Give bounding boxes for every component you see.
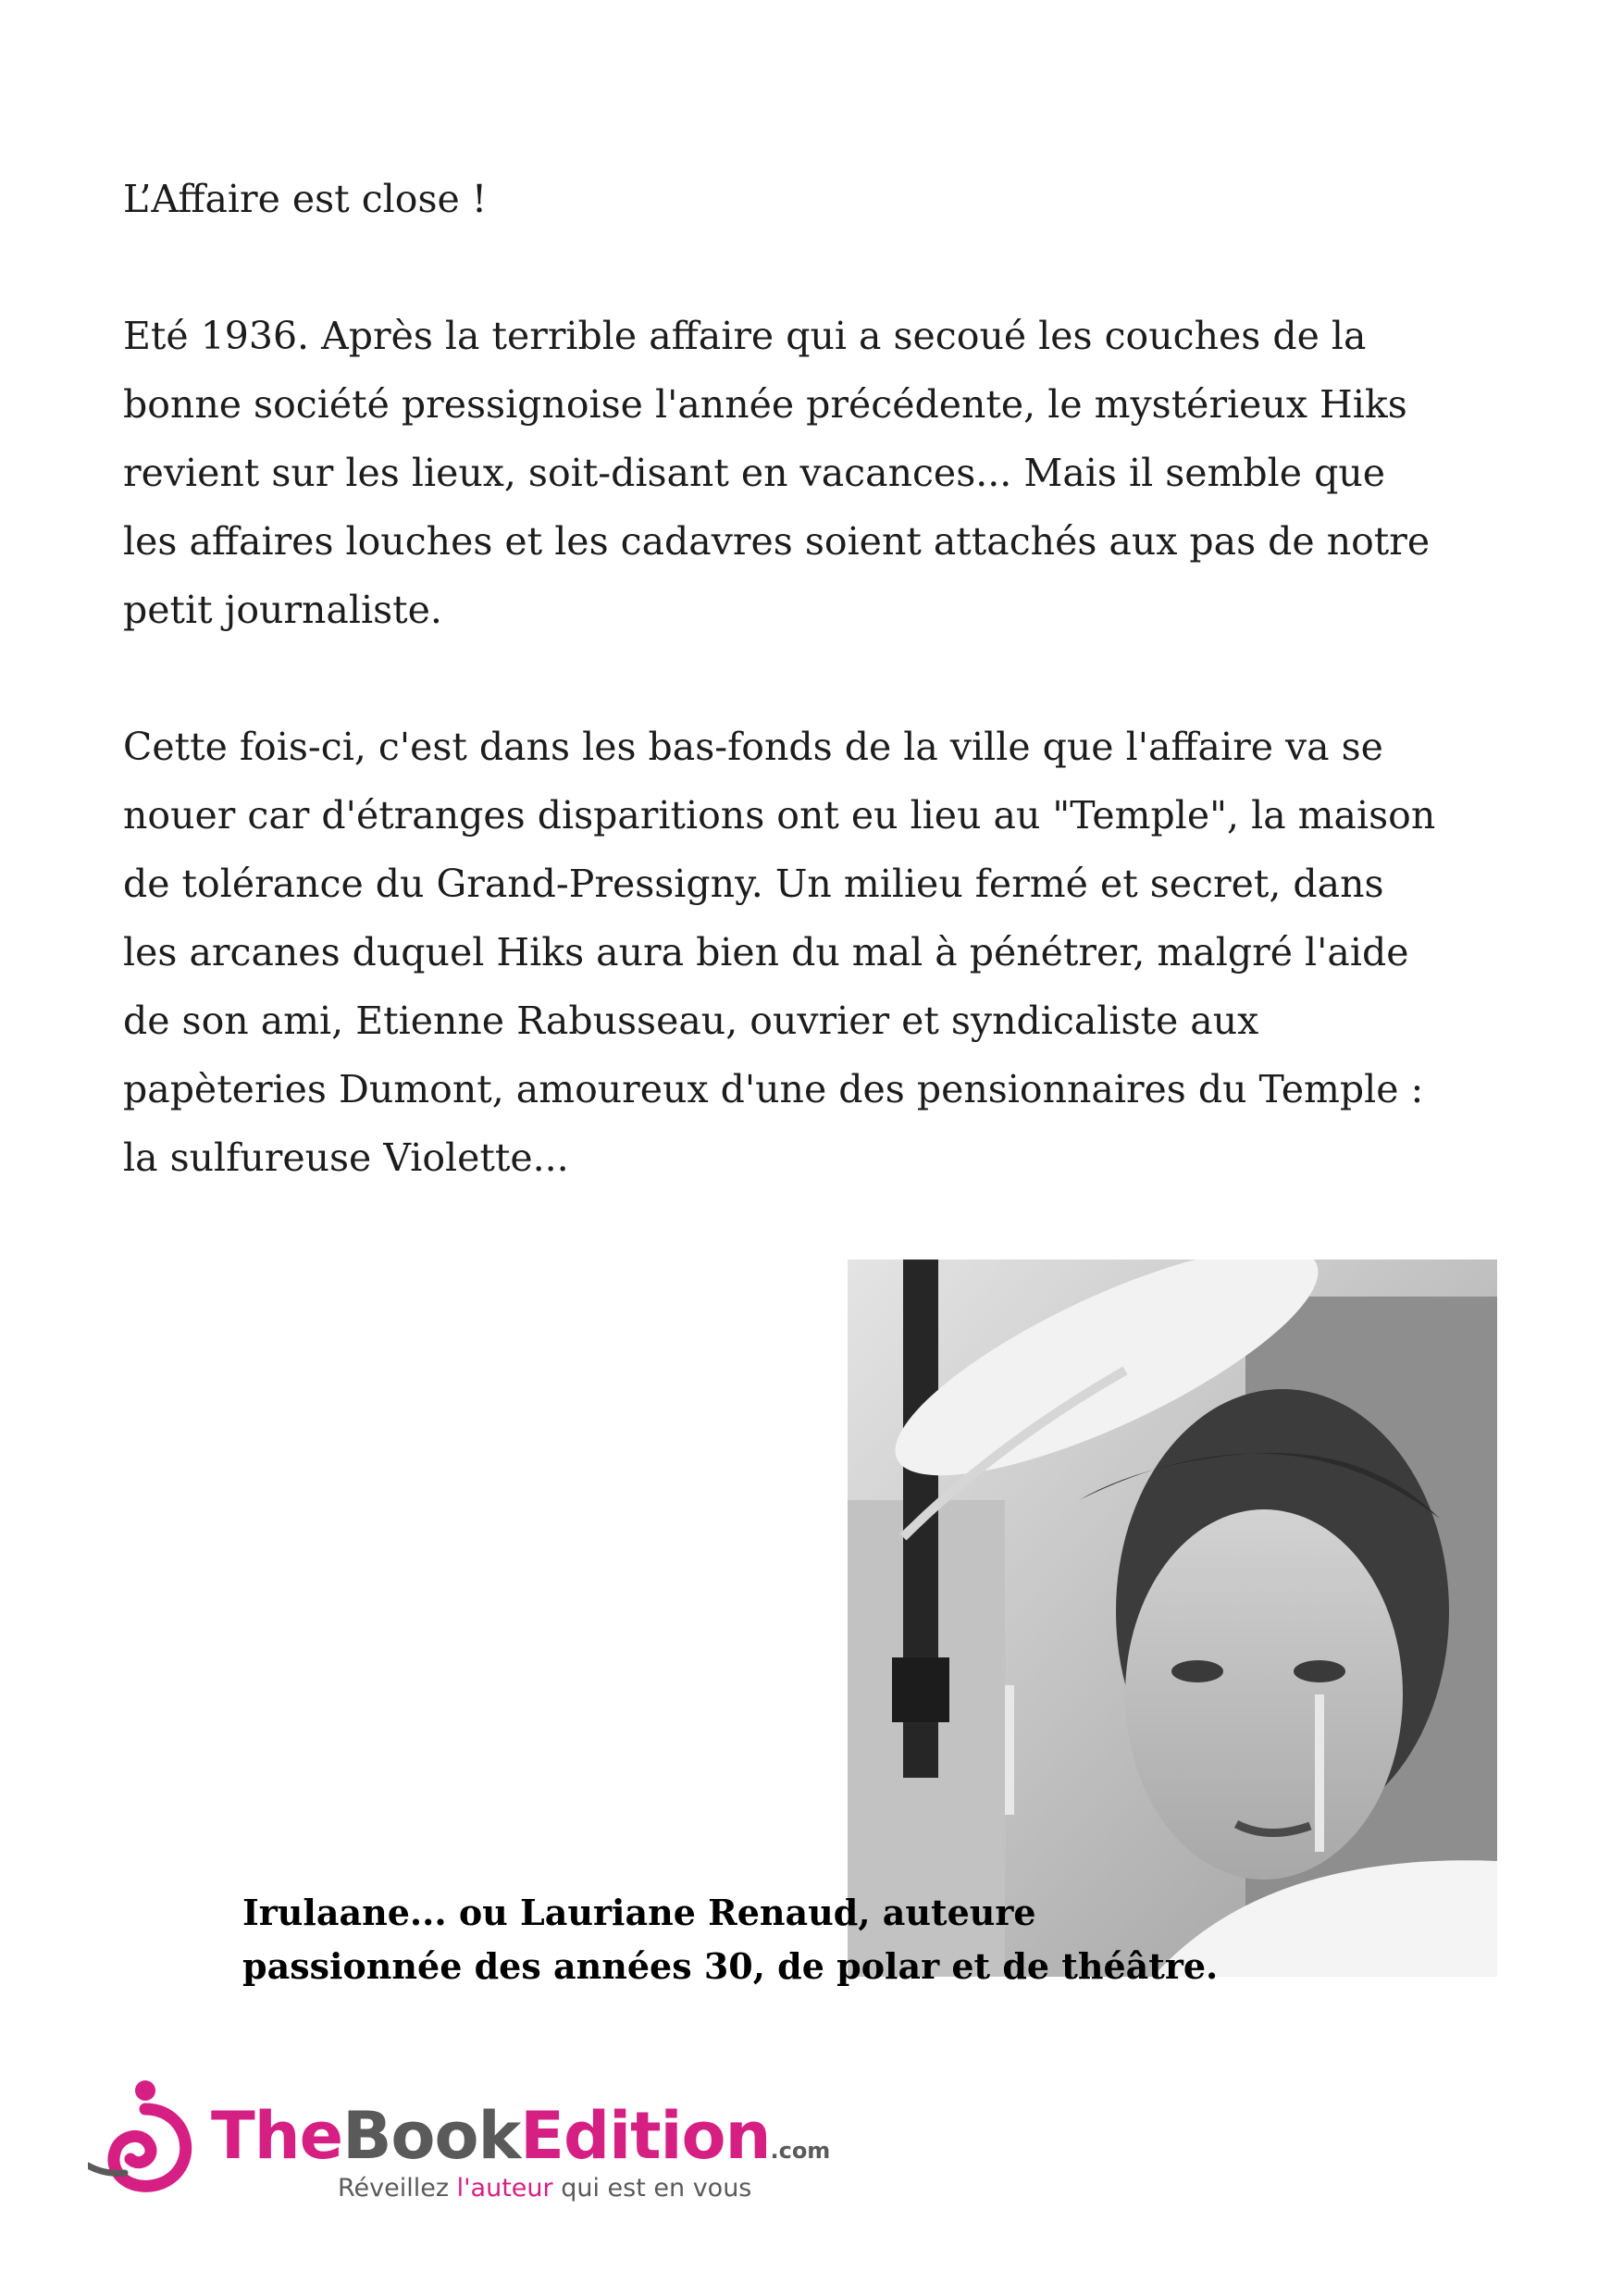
summary-paragraph-1: Eté 1936. Après la terrible affaire qui a secoué les couches de la bonne société pressignoise l'année précédente, le mystérieux Hiks revient sur les lieux, soit-disant en vacances... Mais il semble que les affaires louches et les cadavres soient attachés aux pas de notre petit journaliste. <box>123 314 1431 632</box>
wordmark-the: The <box>211 2098 343 2174</box>
person-swirl-logo-icon <box>88 2078 204 2193</box>
back-cover-summary <box>123 165 1437 1192</box>
wordmark-edition: Edition <box>520 2098 771 2174</box>
tagline-accent: l'auteur <box>456 2174 553 2203</box>
publisher-tagline <box>338 2174 751 2203</box>
summary-paragraph-2: Cette fois-ci, c'est dans les bas-fonds de la ville que l'affaire va se nouer car d'étranges disparitions ont eu lieu au "Temple", la maison de tolérance du Grand-Pressigny. Un milieu fermé et secret, dans les arcanes duquel Hiks aura bien du mal à pénétrer, malgré l'aide de son ami, Etienne Rabusseau, ouvrier et syndicaliste aux papèteries Dumont, amoureux d'une des pensionnaires du Temple : la sulfureuse Violette... <box>123 725 1436 1180</box>
author-photo <box>848 1260 1497 1977</box>
tagline: L’Affaire est close ! <box>123 177 488 221</box>
wordmark-tld: .com <box>770 2138 831 2164</box>
author-caption <box>242 1886 1353 1993</box>
tagline-suffix: qui est en vous <box>552 2174 752 2203</box>
tagline-prefix: Réveillez <box>338 2174 457 2203</box>
wordmark-book: Book <box>342 2098 521 2174</box>
author-caption-line-2: passionnée des années 30, de polar et de théâtre. <box>242 1945 1219 1987</box>
publisher-logo <box>88 2078 831 2216</box>
author-portrait-image <box>848 1260 1497 1977</box>
author-caption-line-1: Irulaane... ou Lauriane Renaud, auteure <box>242 1892 1036 1933</box>
